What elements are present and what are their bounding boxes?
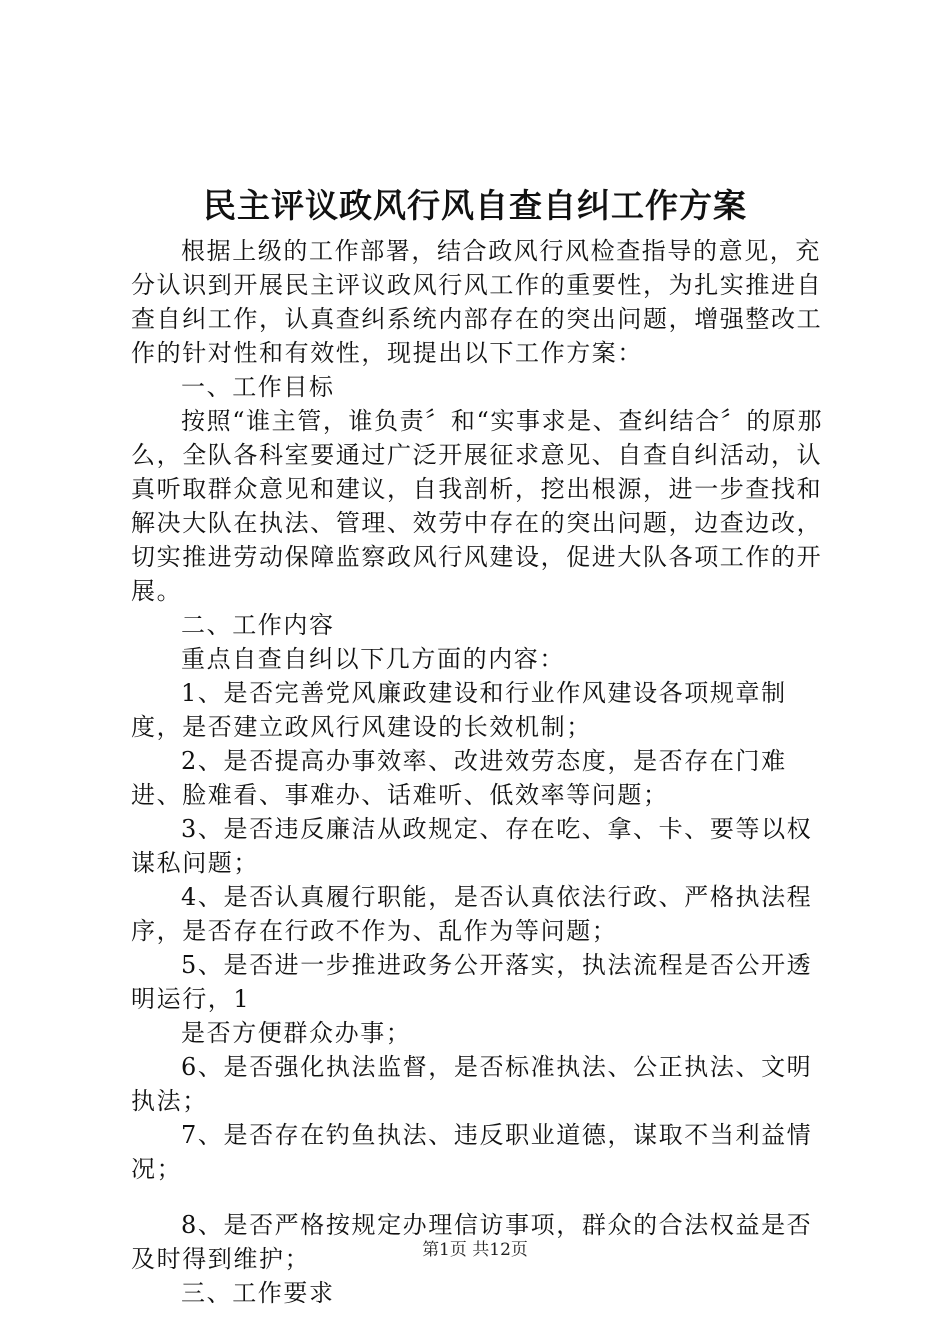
content-intro-paragraph: 重点自查自纠以下几方面的内容： [181,645,565,673]
content-item-3: 3、是否违反廉洁从政规定、存在吃、拿、卡、要等以权谋私问题； [131,815,813,877]
content-item-5: 5、是否进一步推进政务公开落实，执法流程是否公开透明运行，1 [131,951,813,1013]
content-item-1: 1、是否完善党风廉政建设和行业作风建设各项规章制度，是否建立政风行风建设的长效机制； [131,679,787,741]
section-heading-content: 二、工作内容 [181,611,335,639]
document-title: 民主评议政风行风自查自纠工作方案 [203,186,747,225]
content-item-5-continued: 是否方便群众办事； [181,1019,412,1047]
content-item-7: 7、是否存在钓鱼执法、违反职业道德，谋取不当利益情况； [131,1121,813,1183]
section-heading-requirements: 三、工作要求 [181,1279,335,1307]
content-item-6: 6、是否强化执法监督，是否标准执法、公正执法、文明执法； [131,1053,813,1115]
goals-paragraph: 按照“谁主管，谁负责〞和“实事求是、查纠结合〞的原那么，全队各科室要通过广泛开展征求意见、自查自纠活动，认真听取群众意见和建议，自我剖析，挖出根源，进一步查找和解决大队在执法、管理、效劳中存在的突出问题，边查边改，切实推进劳动保障监察政风行风建设，促进大队各项工作的开展。 [131,407,824,605]
intro-paragraph: 根据上级的工作部署，结合政风行风检查指导的意见，充分认识到开展民主评议政风行风工作的重要性，为扎实推进自查自纠工作，认真查纠系统内部存在的突出问题，增强整改工作的针对性和有效性，现提出以下工作方案： [131,237,823,367]
content-item-2: 2、是否提高办事效率、改进效劳态度，是否存在门难进、脸难看、事难办、话难听、低效率等问题； [131,747,787,809]
content-item-8: 8、是否严格按规定办理信访事项，群众的合法权益是否及时得到维护； [131,1211,813,1273]
page-number-footer: 第1页 共12页 [422,1240,528,1260]
content-item-4: 4、是否认真履行职能，是否认真依法行政、严格执法程序，是否存在行政不作为、乱作为等问题； [131,883,813,945]
section-heading-goals: 一、工作目标 [181,373,335,401]
document-body [131,234,831,1310]
